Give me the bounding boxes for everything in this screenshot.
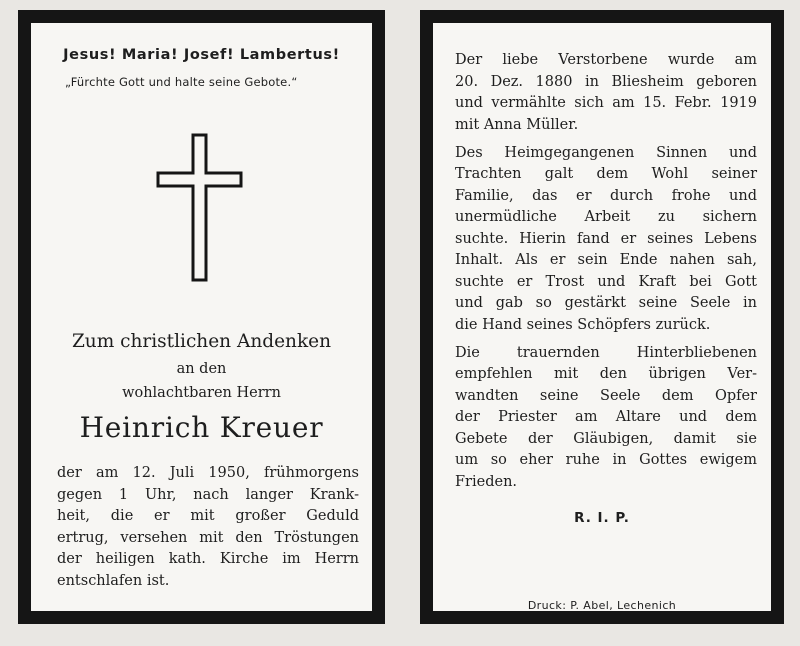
text-line: die Hand seines Schöpfers zurück.	[455, 316, 711, 333]
text-line: empfehlen mit den übrigen Ver-	[455, 366, 757, 382]
cross-icon	[156, 133, 243, 282]
text-line: und gab so gestärkt seine Seele in	[455, 295, 757, 311]
text-line: 20. Dez. 1880 in Bliesheim geboren	[455, 73, 757, 90]
text-line: Des Heimgegangenen Sinnen und	[455, 144, 757, 161]
death-notice-text	[57, 463, 359, 592]
rip-text: R. I. P.	[574, 510, 630, 526]
printer-credit: Druck: P. Abel, Lechenich	[527, 599, 677, 612]
text-line: suchte. Hierin fand er seines Lebens	[455, 230, 757, 247]
paragraph-character	[455, 143, 757, 337]
right-card-panel	[420, 10, 784, 624]
motto-quote: „Fürchte Gott und halte seine Gebote.“	[65, 75, 298, 89]
deceased-name: Heinrich Kreuer	[79, 411, 324, 444]
text-line: um so eher ruhe in Gottes ewigem	[455, 452, 757, 468]
invocation-heading: Jesus! Maria! Josef! Lambertus!	[63, 47, 340, 63]
text-line: gegen 1 Uhr, nach langer Krank-	[57, 486, 359, 503]
paragraph-prayer-request	[455, 343, 757, 494]
memorial-title: Zum christlichen Andenken	[71, 331, 332, 352]
text-line: und vermählte sich am 15. Febr. 1919	[455, 95, 757, 111]
text-line: suchte er Trost und Kraft bei Gott	[455, 273, 757, 290]
text-line: entschlafen ist.	[57, 572, 170, 589]
text-line: der am 12. Juli 1950, frühmorgens	[57, 465, 359, 481]
text-line: ertrug, versehen mit den Tröstungen	[57, 529, 359, 546]
text-line: der heiligen kath. Kirche im Herrn	[57, 551, 359, 567]
text-line: Familie, das er durch frohe und	[455, 187, 757, 204]
text-line: heit, die er mit großer Geduld	[57, 508, 359, 524]
text-line: Trachten galt dem Wohl seiner	[455, 166, 757, 182]
left-card-panel	[18, 10, 385, 624]
paragraph-biography	[455, 50, 757, 136]
text-line: Gebete der Gläubigen, damit sie	[455, 430, 757, 447]
memorial-line-herrn: wohlachtbaren Herrn	[122, 385, 281, 401]
text-line: der Priester am Altare und dem	[455, 409, 757, 425]
text-line: Frieden.	[455, 473, 518, 490]
text-line: Inhalt. Als er sein Ende nahen sah,	[455, 252, 757, 268]
text-line: Der liebe Verstorbene wurde am	[455, 52, 757, 68]
text-line: unermüdliche Arbeit zu sichern	[455, 209, 757, 225]
text-line: wandten seine Seele dem Opfer	[455, 387, 757, 404]
biography-text	[455, 50, 757, 500]
text-line: mit Anna Müller.	[455, 116, 579, 133]
memorial-line-an-den: an den	[176, 361, 227, 377]
text-line: Die trauernden Hinterbliebenen	[455, 344, 757, 361]
